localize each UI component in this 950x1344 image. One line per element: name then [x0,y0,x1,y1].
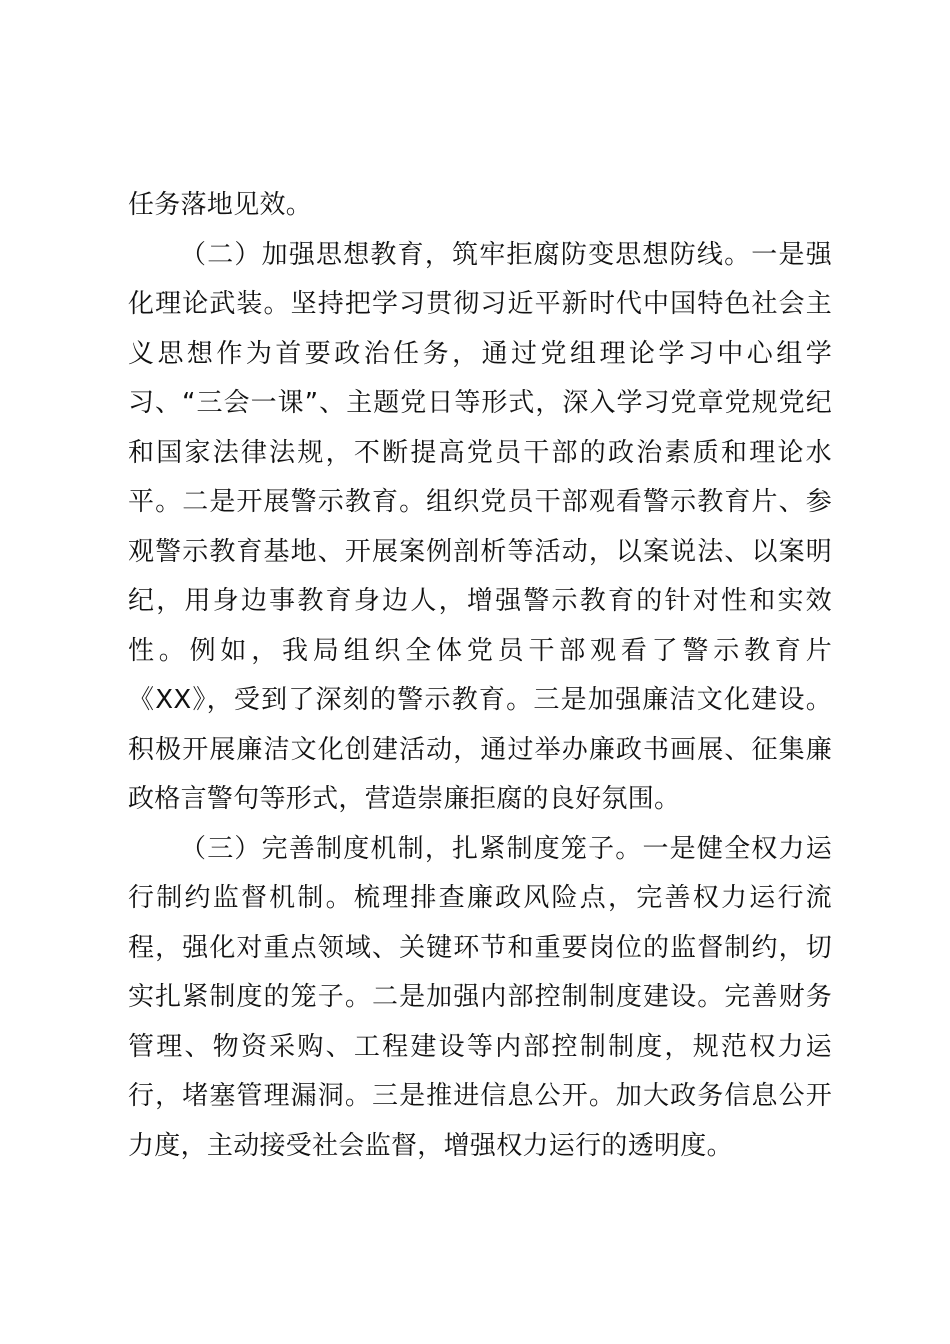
paragraph-continuation: 任务落地见效。 [128,190,313,220]
document-body [128,181,832,1171]
paragraph-section-3: （三）完善制度机制，扎紧制度笼子。一是健全权力运行制约监督机制。梳理排查廉政风险点，完善权力运行流程，强化对重点领域、关键环节和重要岗位的监督制约，切实扎紧制度的笼子。二是加强内部控制制度建设。完善财务管理、物资采购、工程建设等内部控制制度，规范权力运行，堵塞管理漏洞。三是推进信息公开。加大政务信息公开力度，主动接受社会监督，增强权力运行的透明度。 [128,833,832,1161]
paragraph-section-2: （二）加强思想教育，筑牢拒腐防变思想防线。一是强化理论武装。坚持把学习贯彻习近平新时代中国特色社会主义思想作为首要政治任务，通过党组理论学习中心组学习、“三会一课”、主题党日等形式，深入学习党章党规党纪和国家法律法规，不断提高党员干部的政治素质和理论水平。二是开展警示教育。组织党员干部观看警示教育片、参观警示教育基地、开展案例剖析等活动，以案说法、以案明纪，用身边事教育身边人，增强警示教育的针对性和实效性。例如，我局组织全体党员干部观看了警示教育片《XX》，受到了深刻的警示教育。三是加强廉洁文化建设。积极开展廉洁文化创建活动，通过举办廉政书画展、征集廉政格言警句等形式，营造崇廉拒腐的良好氛围。 [128,239,832,814]
